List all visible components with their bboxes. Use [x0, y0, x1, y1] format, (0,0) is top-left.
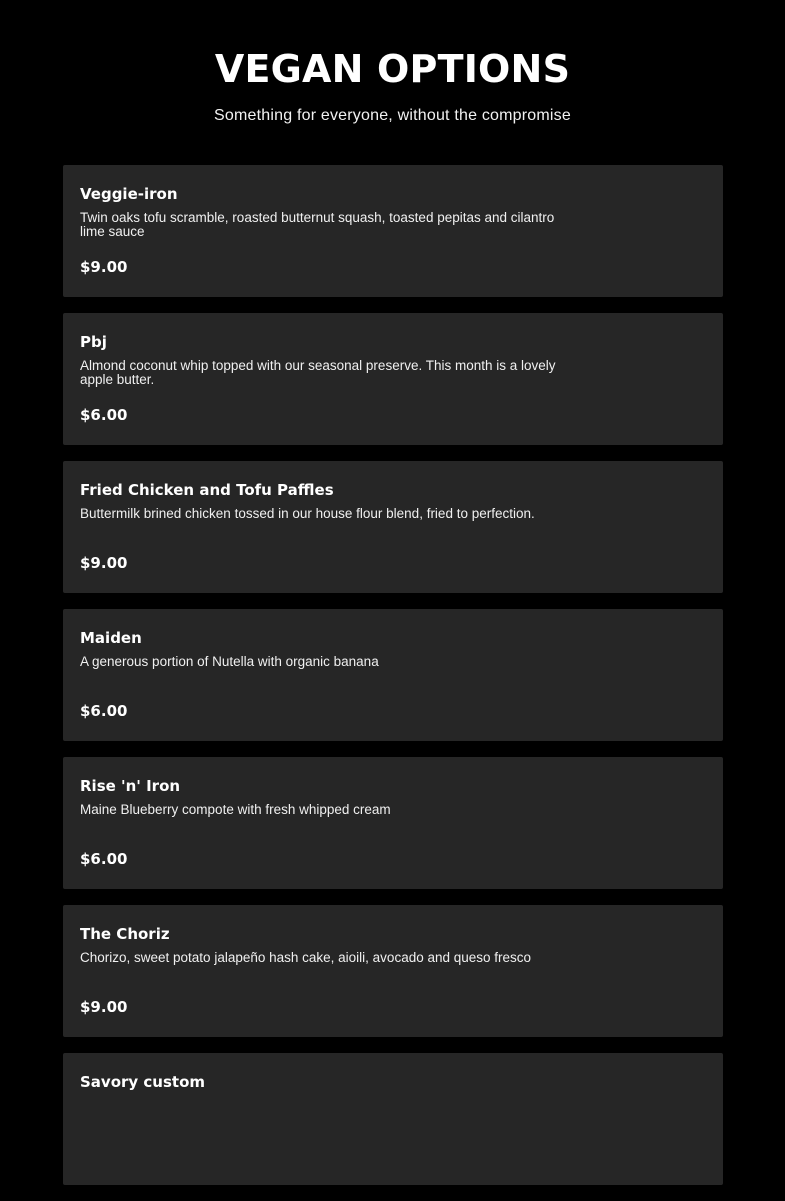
item-description: Chorizo, sweet potato jalapeño hash cake, aioili, avocado and queso fresco: [80, 950, 532, 965]
item-price: $6.00: [80, 850, 128, 868]
menu-item-veggie-iron: [63, 165, 723, 297]
page-title: VEGAN OPTIONS: [214, 47, 571, 91]
item-description: Twin oaks tofu scramble, roasted butternut squash, toasted pepitas and cilantro lime sauce: [80, 210, 555, 239]
menu-item-rise-n-iron: [63, 757, 723, 889]
menu-item-savory-custom: [63, 1053, 723, 1185]
page-header: [0, 0, 785, 126]
item-description: Maine Blueberry compote with fresh whipped cream: [80, 802, 391, 817]
page-subtitle: Something for everyone, without the compromise: [214, 107, 571, 124]
item-description: A generous portion of Nutella with organic banana: [80, 654, 379, 669]
item-price: $9.00: [80, 258, 128, 276]
item-price: $9.00: [80, 554, 128, 572]
item-price: $6.00: [80, 406, 128, 424]
menu-item-pbj: [63, 313, 723, 445]
item-description: Buttermilk brined chicken tossed in our house flour blend, fried to perfection.: [80, 506, 535, 521]
item-name: The Choriz: [80, 925, 170, 943]
item-name: Fried Chicken and Tofu Paffles: [80, 481, 334, 499]
item-name: Veggie-iron: [80, 185, 178, 203]
item-price: $6.00: [80, 702, 128, 720]
item-name: Maiden: [80, 629, 142, 647]
item-name: Pbj: [80, 333, 107, 351]
item-name: Rise 'n' Iron: [80, 777, 181, 795]
menu-list: [63, 165, 723, 1201]
item-price: $9.00: [80, 998, 128, 1016]
item-name: Savory custom: [80, 1073, 206, 1091]
menu-item-maiden: [63, 609, 723, 741]
item-description: Almond coconut whip topped with our seasonal preserve. This month is a lovely apple butter.: [80, 358, 556, 387]
menu-item-the-choriz: [63, 905, 723, 1037]
menu-item-fried-chicken-tofu-paffles: [63, 461, 723, 593]
